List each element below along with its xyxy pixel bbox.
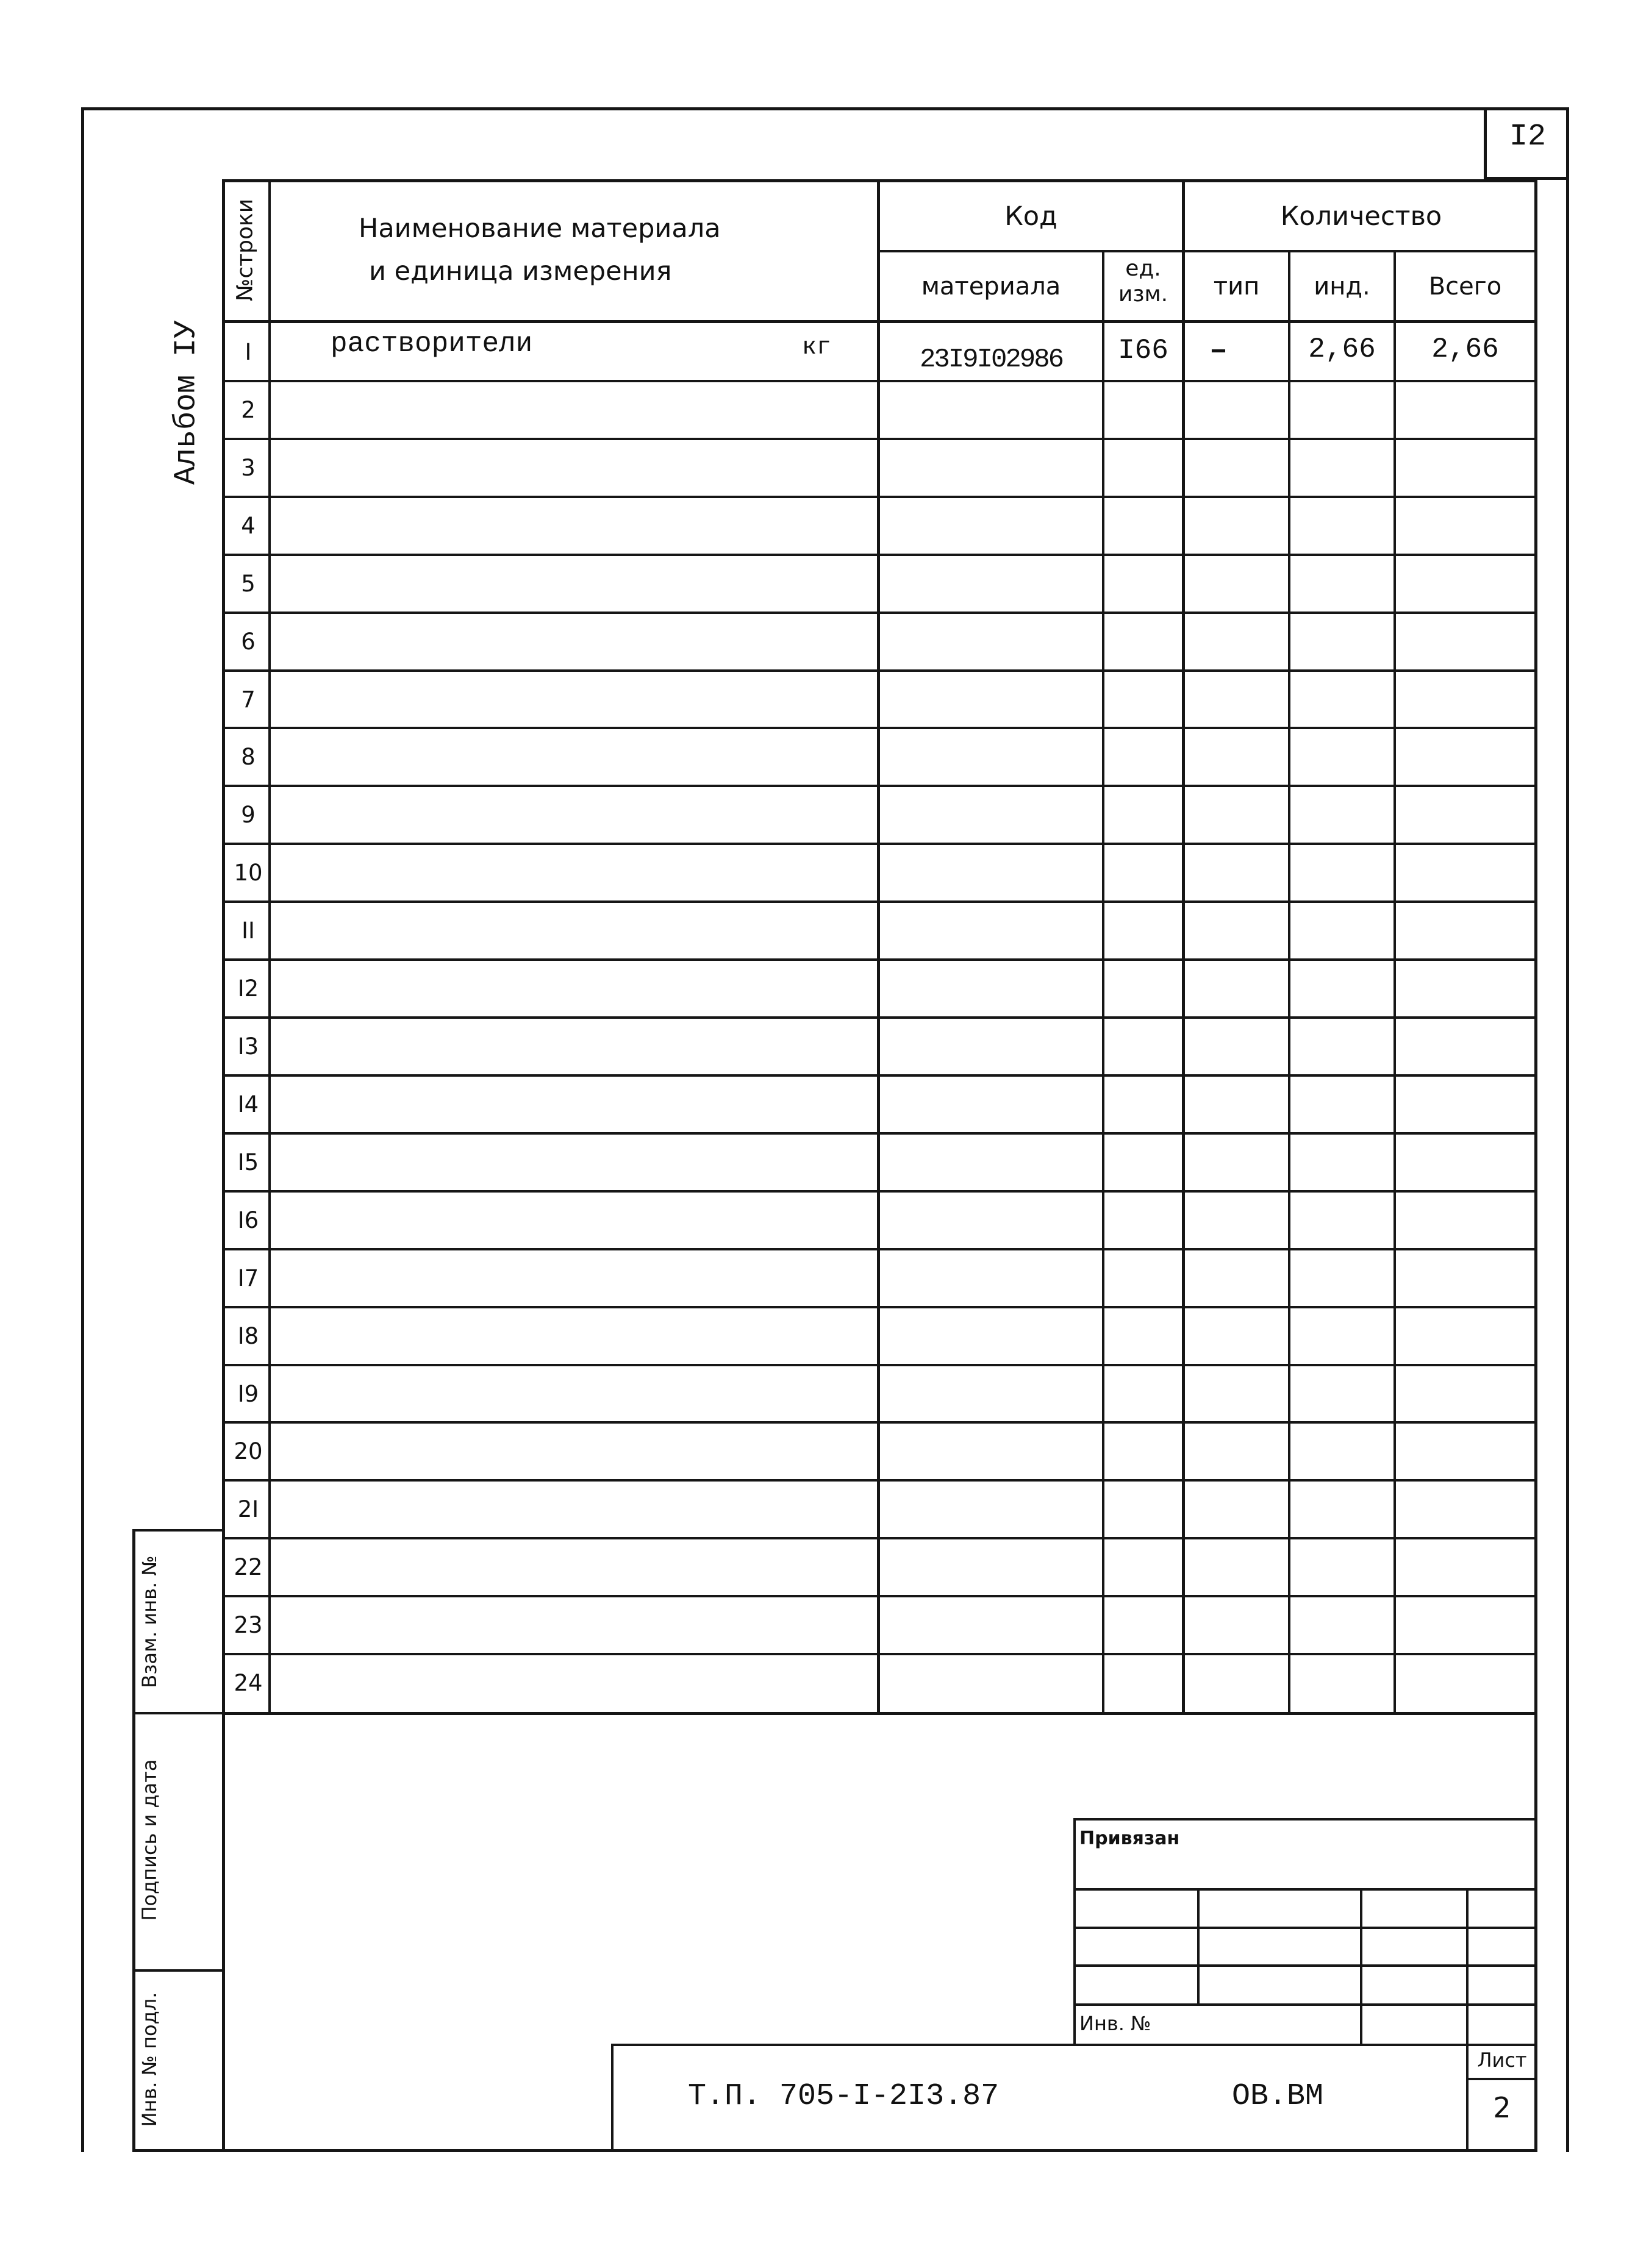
document-code: ОВ.ВМ [1232, 2079, 1324, 2114]
row-number: 20 [234, 1438, 263, 1464]
row-number: 7 [241, 686, 256, 713]
row-number: 23 [234, 1612, 263, 1638]
entry-name: растворители [331, 328, 533, 360]
privyazan-left [1073, 1818, 1076, 2045]
drawing-border-right [1534, 179, 1537, 2152]
header-material-code: материала [921, 272, 1061, 301]
frame-right [1566, 107, 1569, 2152]
main-stamp-top [611, 2044, 1537, 2046]
entry-type: – [1209, 333, 1228, 368]
entry-material-code: 23I9I02986 [919, 344, 1063, 375]
row-number: 10 [234, 860, 263, 886]
side-stamp-divider-1 [132, 1712, 224, 1714]
stamp-inv-podl: Инв. № подл. [138, 1992, 161, 2127]
designation: Т.П. 705-I-2I3.87 [688, 2079, 1000, 2114]
header-ind: инд. [1314, 272, 1370, 301]
row-number: 5 [241, 571, 256, 597]
inv-no-label: Инв. № [1079, 2012, 1151, 2035]
header-type: тип [1213, 272, 1260, 301]
row-number: I9 [237, 1381, 259, 1407]
col-line-material [1102, 250, 1104, 1714]
side-stamp-inner-line [132, 1529, 135, 2152]
row-number: 2I [237, 1496, 259, 1522]
sheet-label-line [1466, 2078, 1537, 2080]
sheet-corner-number: I2 [1509, 119, 1546, 154]
row-number: I2 [237, 975, 259, 1002]
row-number: I6 [237, 1207, 259, 1233]
side-stamp-top [132, 1529, 224, 1532]
row-number: 22 [234, 1554, 263, 1580]
privyazan-col-2 [1360, 1888, 1362, 2045]
entry-total: 2,66 [1431, 333, 1499, 365]
header-row-number: №строки [232, 198, 258, 302]
row-number: 6 [241, 629, 256, 655]
privyazan-top [1073, 1818, 1537, 1820]
row-number: 9 [241, 802, 256, 828]
stamp-vzam-inv: Взам. инв. № [138, 1555, 161, 1688]
col-line-name [877, 179, 880, 1714]
header-code: Код [1004, 201, 1057, 232]
row-number: 2 [241, 397, 256, 423]
col-line-unit [1182, 179, 1185, 1714]
entry-ind: 2,66 [1308, 333, 1376, 365]
header-unit-code-line2: изм. [1118, 282, 1168, 307]
row-number: 8 [241, 744, 256, 770]
privyazan-label: Привязан [1079, 1828, 1180, 1849]
row-number: 3 [241, 455, 256, 481]
row-number: I3 [237, 1033, 259, 1060]
main-stamp-left [611, 2044, 614, 2152]
frame-left [81, 107, 84, 2152]
drawing-border-left [222, 179, 225, 2152]
row-number: I [245, 339, 252, 365]
row-number: I5 [237, 1149, 259, 1175]
col-line-ind [1394, 250, 1396, 1714]
header-name-line2: и единица измерения [369, 256, 672, 287]
row-number: 24 [234, 1670, 263, 1696]
row-number: I4 [237, 1091, 259, 1118]
header-name-line1: Наименование материала [359, 213, 721, 244]
privyazan-col-1 [1197, 1888, 1200, 2006]
entry-unit-code: I66 [1118, 335, 1168, 366]
entry-unit: кг [802, 334, 832, 362]
drawing-border-bottom [222, 2149, 1537, 2152]
col-line-type [1288, 250, 1290, 1714]
frame-top [81, 107, 1569, 110]
sheet-label: Лист [1477, 2049, 1527, 2072]
row-number: I8 [237, 1323, 259, 1349]
header-total: Всего [1428, 272, 1502, 301]
side-stamp-divider-2 [132, 1969, 224, 1972]
header-unit-code [1104, 256, 1182, 307]
sheet-number: 2 [1493, 2091, 1511, 2124]
row-number: 4 [241, 513, 256, 539]
album-label: Альбом IУ [169, 319, 204, 485]
corner-box-left [1484, 109, 1487, 180]
stamp-podpis-data: Подпись и дата [138, 1759, 161, 1921]
header-unit-code-line1: ед. [1125, 256, 1161, 281]
header-quantity: Количество [1280, 201, 1442, 232]
side-stamp-bottom [132, 2149, 224, 2152]
row-number: I7 [237, 1265, 259, 1291]
row-number: II [241, 918, 255, 944]
